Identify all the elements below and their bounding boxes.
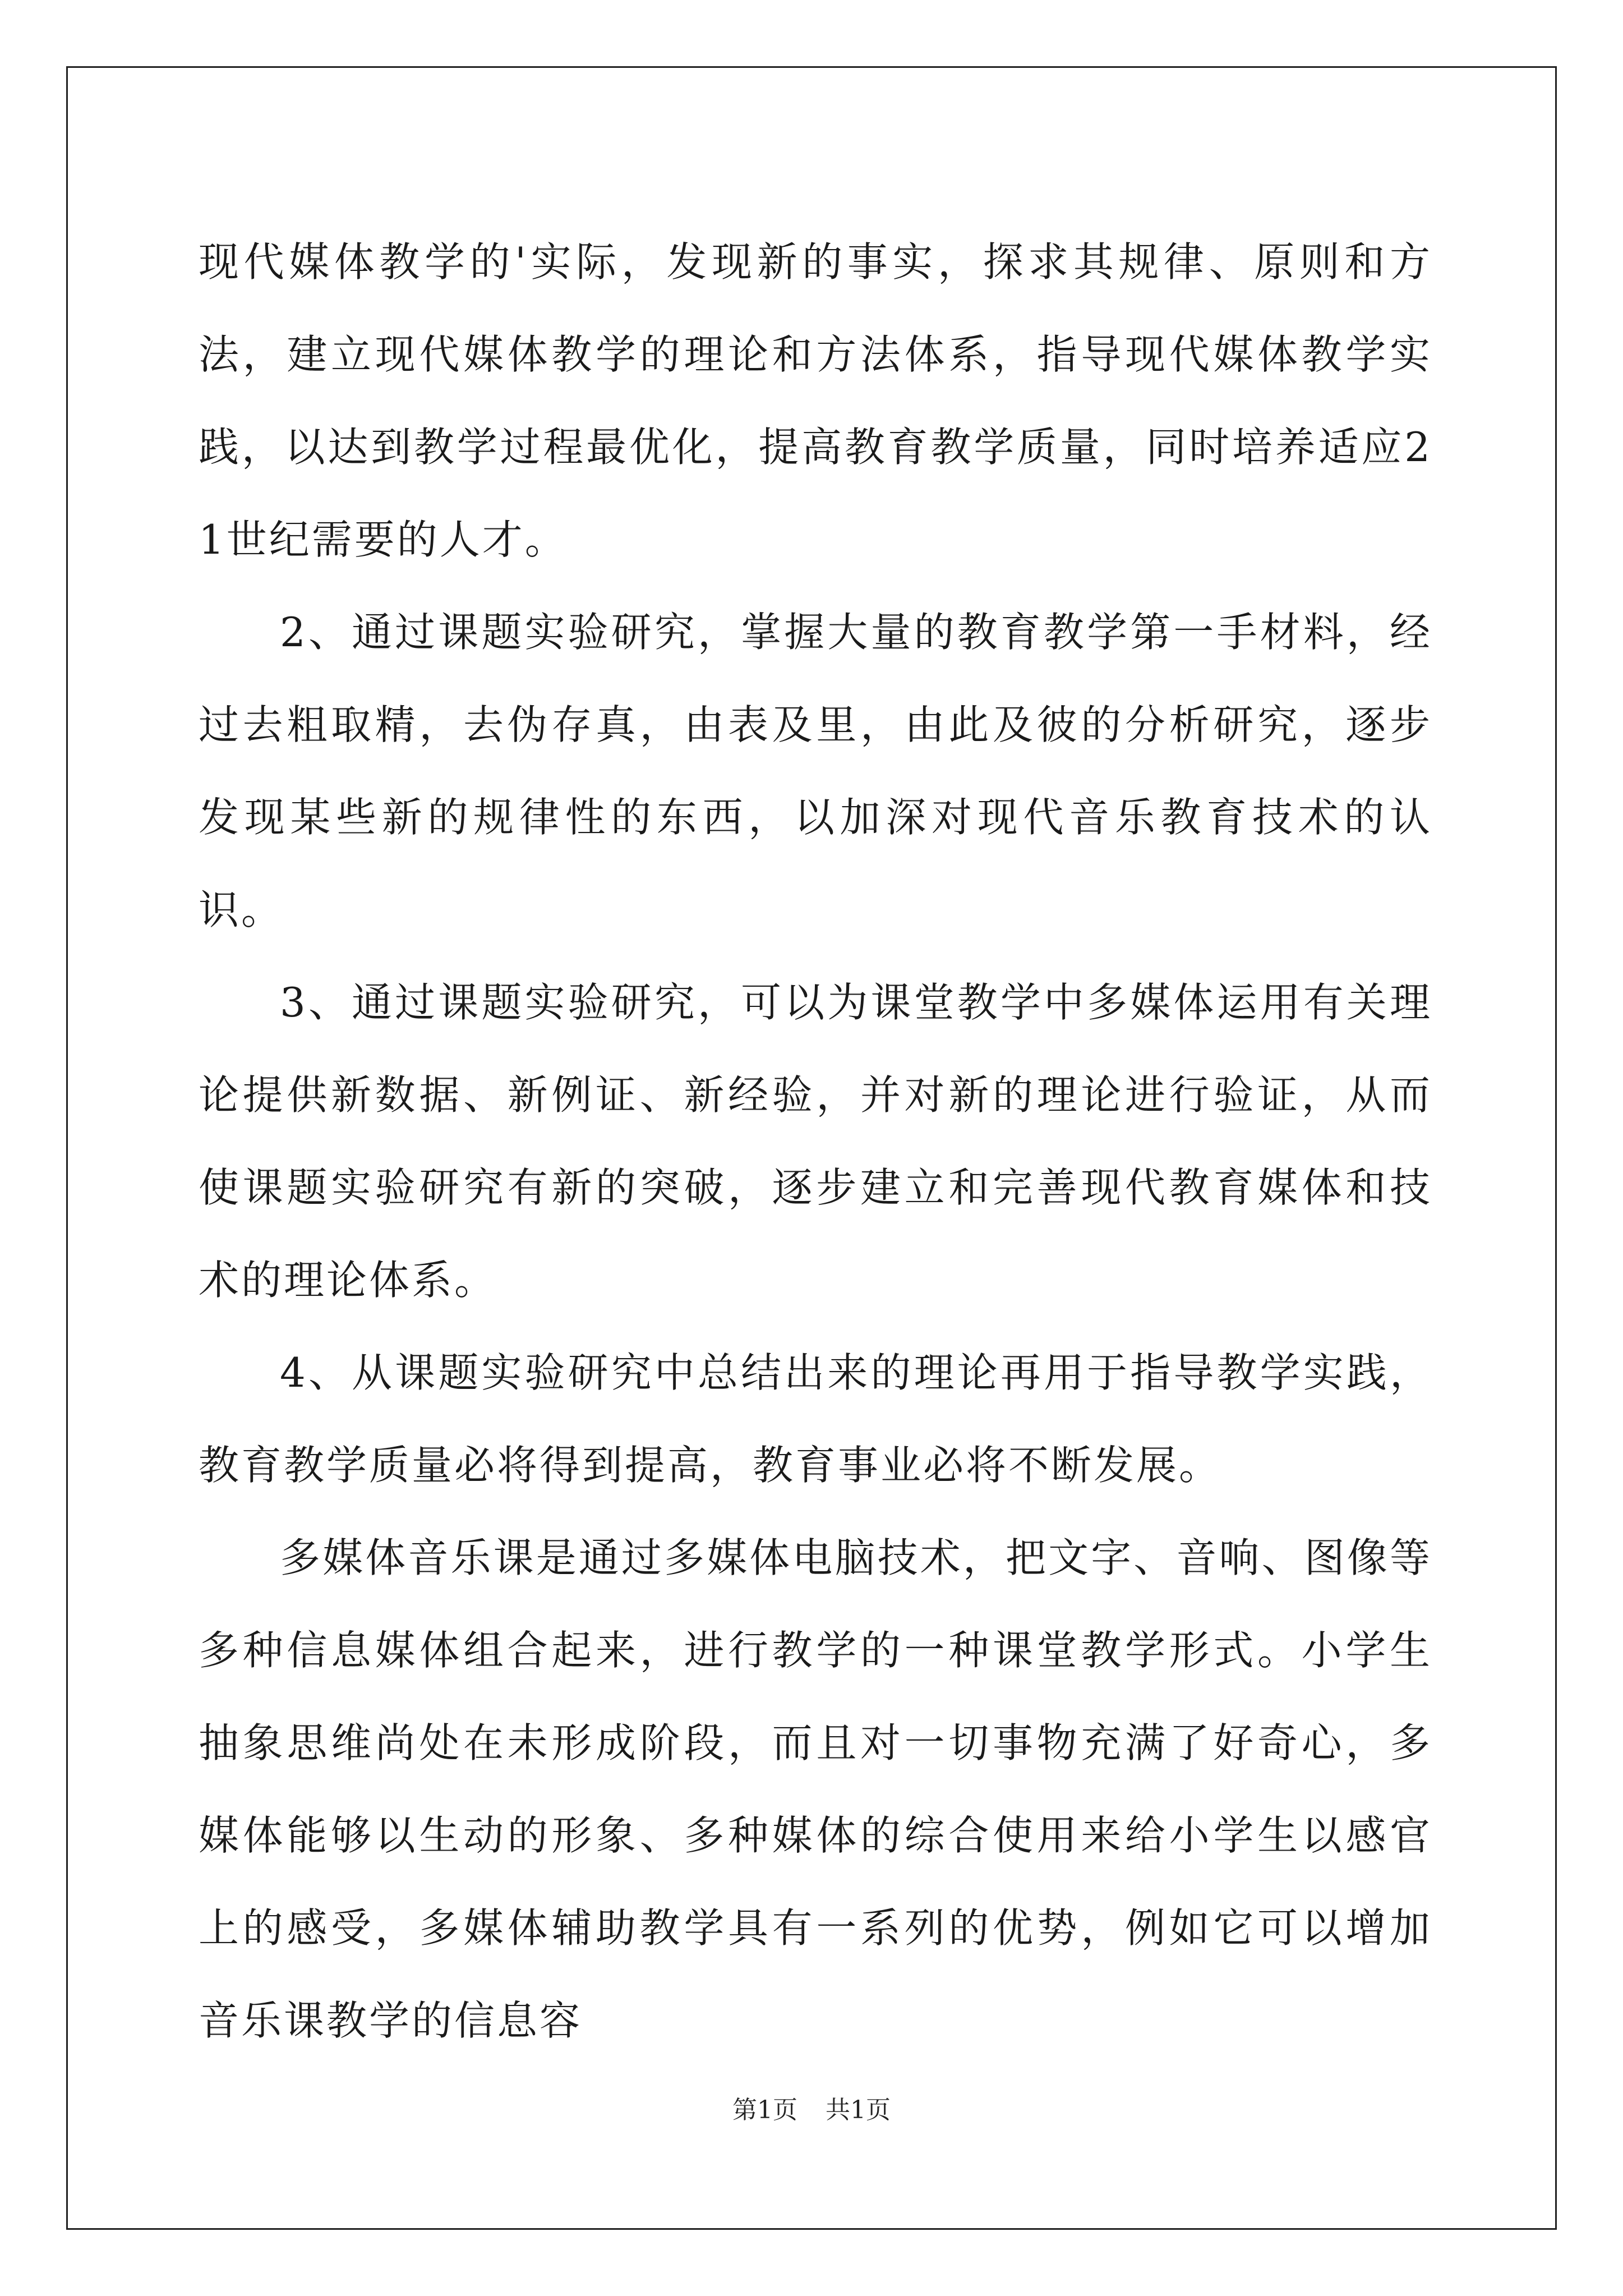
page-footer [0,2090,1623,2125]
document-body [199,216,1432,2067]
page-number-total: 共1页 [826,2096,891,2124]
page-number-current: 第1页 [732,2096,797,2124]
paragraph-3: 3、通过课题实验研究，可以为课堂教学中多媒体运用有关理论提供新数据、新例证、新经验，并对新的理论进行验证，从而使课题实验研究有新的突破，逐步建立和完善现代教育媒体和技术的理论体系。 [199,979,1432,1304]
paragraph-5: 多媒体音乐课是通过多媒体电脑技术，把文字、音响、图像等多种信息媒体组合起来，进行教学的一种课堂教学形式。小学生抽象思维尚处在未形成阶段，而且对一切事物充满了好奇心，多媒体能够以生动的形象、多种媒体的综合使用来给小学生以感官上的感受，多媒体辅助教学具有一系列的优势，例如它可以增加音乐课教学的信息容 [199,1534,1432,2044]
paragraph-4: 4、从课题实验研究中总结出来的理论再用于指导教学实践，教育教学质量必将得到提高，教育事业必将不断发展。 [199,1349,1432,1489]
paragraph-1: 现代媒体教学的'实际，发现新的事实，探求其规律、原则和方法，建立现代媒体教学的理论和方法体系，指导现代媒体教学实践，以达到教学过程最优化，提高教育教学质量，同时培养适应21世纪需要的人才。 [199,238,1432,563]
paragraph-2: 2、通过课题实验研究，掌握大量的教育教学第一手材料，经过去粗取精，去伪存真，由表及里，由此及彼的分析研究，逐步发现某些新的规律性的东西，以加深对现代音乐教育技术的认识。 [199,609,1432,933]
